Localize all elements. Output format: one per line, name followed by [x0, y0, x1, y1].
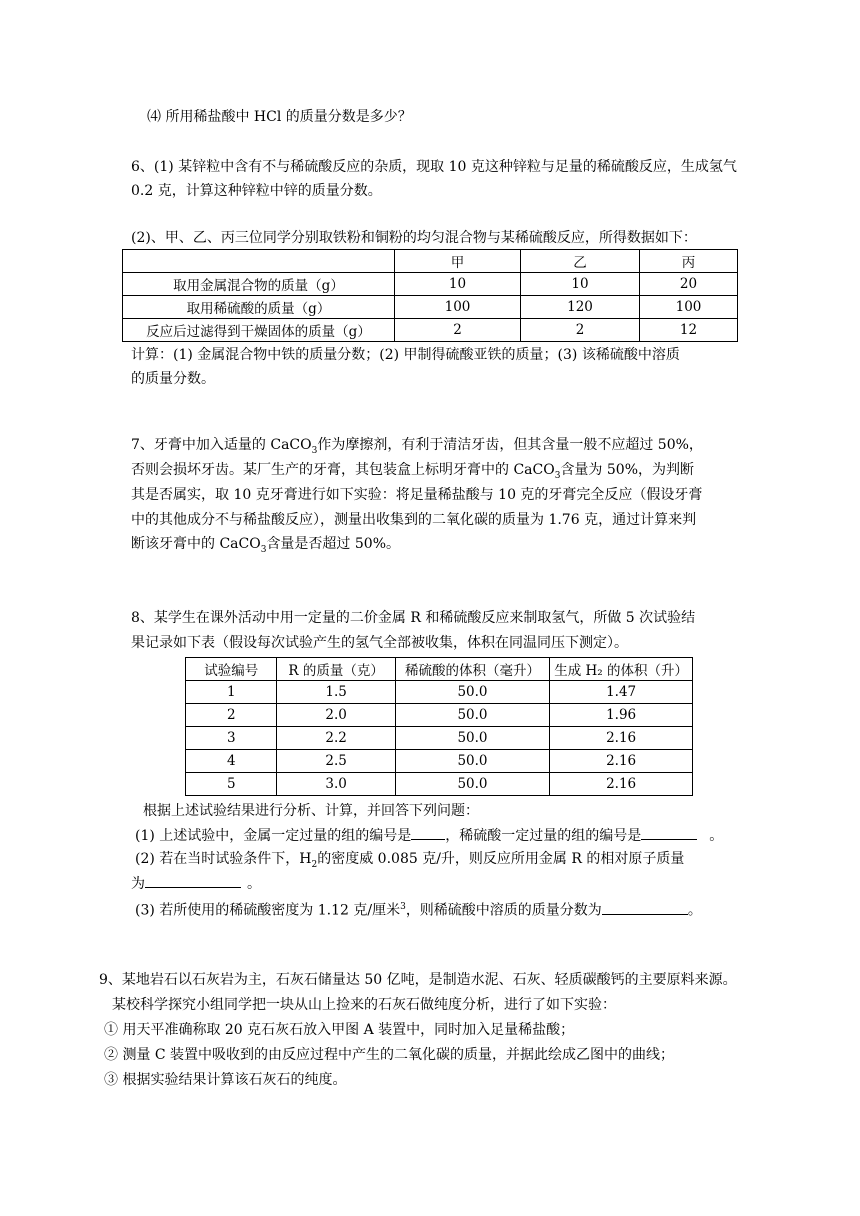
table-cell: 2 [186, 704, 277, 727]
table-row [186, 773, 693, 796]
table-cell: 1.5 [277, 681, 395, 704]
metal-mixture-table [122, 249, 738, 342]
table-row [123, 319, 738, 342]
table-row [186, 727, 693, 750]
table-cell: 2.16 [550, 750, 693, 773]
table-cell: 取用金属混合物的质量（g） [123, 273, 395, 296]
question-9-step-2: ② 测量 C 装置中吸收到的由反应过程中产生的二氧化碳的质量，并据此绘成乙图中的曲线； [104, 1047, 675, 1063]
question-8-answer-2-line-2: 为 。 [131, 873, 261, 894]
table-cell: 2 [395, 319, 521, 342]
table-row [123, 273, 738, 296]
table-cell: 10 [395, 273, 521, 296]
question-8-answer-2-line-1: (2) 若在当时试验条件下，$H_2$的密度威 0.085 克/升，则反应所用金属 R 的相对原子质量 [135, 851, 685, 870]
table-cell: 50.0 [395, 727, 549, 750]
table-cell: 3.0 [277, 773, 395, 796]
question-7-line-3: 其是否属实，取 10 克牙膏进行如下实验：将足量稀盐酸与 10 克的牙膏完全反应（假设牙膏 [131, 487, 703, 503]
table-cell: 120 [521, 296, 640, 319]
question-8-line-1: 8、某学生在课外活动中用一定量的二价金属 R 和稀硫酸反应来制取氢气，所做 5 次试验结 [131, 610, 696, 626]
table-cell: 1 [186, 681, 277, 704]
table-cell: 2.16 [550, 773, 693, 796]
table-row [123, 296, 738, 319]
table-cell: 50.0 [395, 750, 549, 773]
question-6-calc-line-2: 的质量分数。 [131, 371, 215, 387]
table-cell: 1.96 [550, 704, 693, 727]
table-cell: 2.2 [277, 727, 395, 750]
question-8-answer-3: (3) 若所使用的稀硫酸密度为 1.12 克/厘米$^3$，则稀硫酸中溶质的质量分数为 。 [135, 897, 702, 921]
table-cell [123, 250, 395, 273]
table-cell: 反应后过滤得到干燥固体的质量（g） [123, 319, 395, 342]
answer-blank[interactable] [641, 825, 697, 840]
question-9-step-3: ③ 根据实验结果计算该石灰石的纯度。 [104, 1072, 347, 1088]
table-cell: 甲 [395, 250, 521, 273]
table-cell: 100 [640, 296, 738, 319]
table-header-row [123, 250, 738, 273]
trial-results-table [185, 657, 693, 796]
table-cell: 取用稀硫酸的质量（g） [123, 296, 395, 319]
table-cell: 3 [186, 727, 277, 750]
table-cell: R 的质量（克） [277, 658, 395, 681]
table-cell: 2.5 [277, 750, 395, 773]
table-cell: 20 [640, 273, 738, 296]
table-cell: 生成 H₂ 的体积（升） [550, 658, 693, 681]
question-7-line-2: 否则会损坏牙齿。某厂生产的牙膏，其包装盒上标明牙膏中的 CaCO$_3$含量为 50%，为判断 [131, 462, 695, 481]
question-8-answer-1: (1) 上述试验中，金属一定过量的组的编号是 ，稀硫酸一定过量的组的编号是 。 [135, 825, 723, 846]
table-cell: 稀硫酸的体积（毫升） [395, 658, 549, 681]
answer-blank[interactable] [411, 825, 445, 840]
question-9-step-1: ① 用天平准确称取 20 克石灰石放入甲图 A 装置中，同时加入足量稀盐酸； [104, 1022, 575, 1038]
question-7-line-1: 7、牙膏中加入适量的 CaCO$_3$作为摩擦剂，有利于清洁牙齿，但其含量一般不应超过 50%， [131, 437, 703, 456]
answer-blank[interactable] [145, 873, 241, 888]
question-4-line: ⑷ 所用稀盐酸中 HCl 的质量分数是多少？ [147, 109, 412, 125]
question-6-line-2: 0.2 克，计算这种锌粒中锌的质量分数。 [131, 183, 382, 199]
table-cell: 50.0 [395, 704, 549, 727]
table-cell: 丙 [640, 250, 738, 273]
table-row [186, 704, 693, 727]
table-cell: 2.0 [277, 704, 395, 727]
table-cell: 试验编号 [186, 658, 277, 681]
table-cell: 乙 [521, 250, 640, 273]
table-cell: 1.47 [550, 681, 693, 704]
question-8-line-2: 果记录如下表（假设每次试验产生的氢气全部被收集，体积在同温同压下测定）。 [131, 635, 628, 651]
answer-blank[interactable] [602, 900, 688, 915]
question-9-line-1: 9、某地岩石以石灰岩为主，石灰石储量达 50 亿吨，是制造水泥、石灰、轻质碳酸钙的主要原料来源。 [99, 972, 737, 988]
table-cell: 4 [186, 750, 277, 773]
question-7-line-4: 中的其他成分不与稀盐酸反应），测量出收集到的二氧化碳的质量为 1.76 克，通过计算来判 [131, 512, 697, 528]
table-header-row [186, 658, 693, 681]
table-cell: 12 [640, 319, 738, 342]
table-cell: 5 [186, 773, 277, 796]
table-cell: 100 [395, 296, 521, 319]
table-cell: 2.16 [550, 727, 693, 750]
question-6-calc-line-1: 计算：(1) 金属混合物中铁的质量分数；(2) 甲制得硫酸亚铁的质量；(3) 该稀硫酸中溶质 [131, 347, 680, 363]
question-6-line-1: 6、(1) 某锌粒中含有不与稀硫酸反应的杂质，现取 10 克这种锌粒与足量的稀硫酸反应，生成氢气 [131, 159, 737, 175]
question-6-part2-intro: (2)、甲、乙、丙三位同学分别取铁粉和铜粉的均匀混合物与某稀硫酸反应，所得数据如下： [131, 230, 697, 246]
table-row [186, 750, 693, 773]
table-cell: 2 [521, 319, 640, 342]
question-7-line-5: 断该牙膏中的 CaCO$_3$含量是否超过 50%。 [131, 536, 401, 555]
table-row [186, 681, 693, 704]
question-9-line-2: 某校科学探究小组同学把一块从山上捡来的石灰石做纯度分析，进行了如下实验： [112, 997, 616, 1013]
table-cell: 50.0 [395, 681, 549, 704]
table-cell: 10 [521, 273, 640, 296]
question-8-analysis: 根据上述试验结果进行分析、计算，并回答下列问题： [143, 803, 479, 819]
table-cell: 50.0 [395, 773, 549, 796]
